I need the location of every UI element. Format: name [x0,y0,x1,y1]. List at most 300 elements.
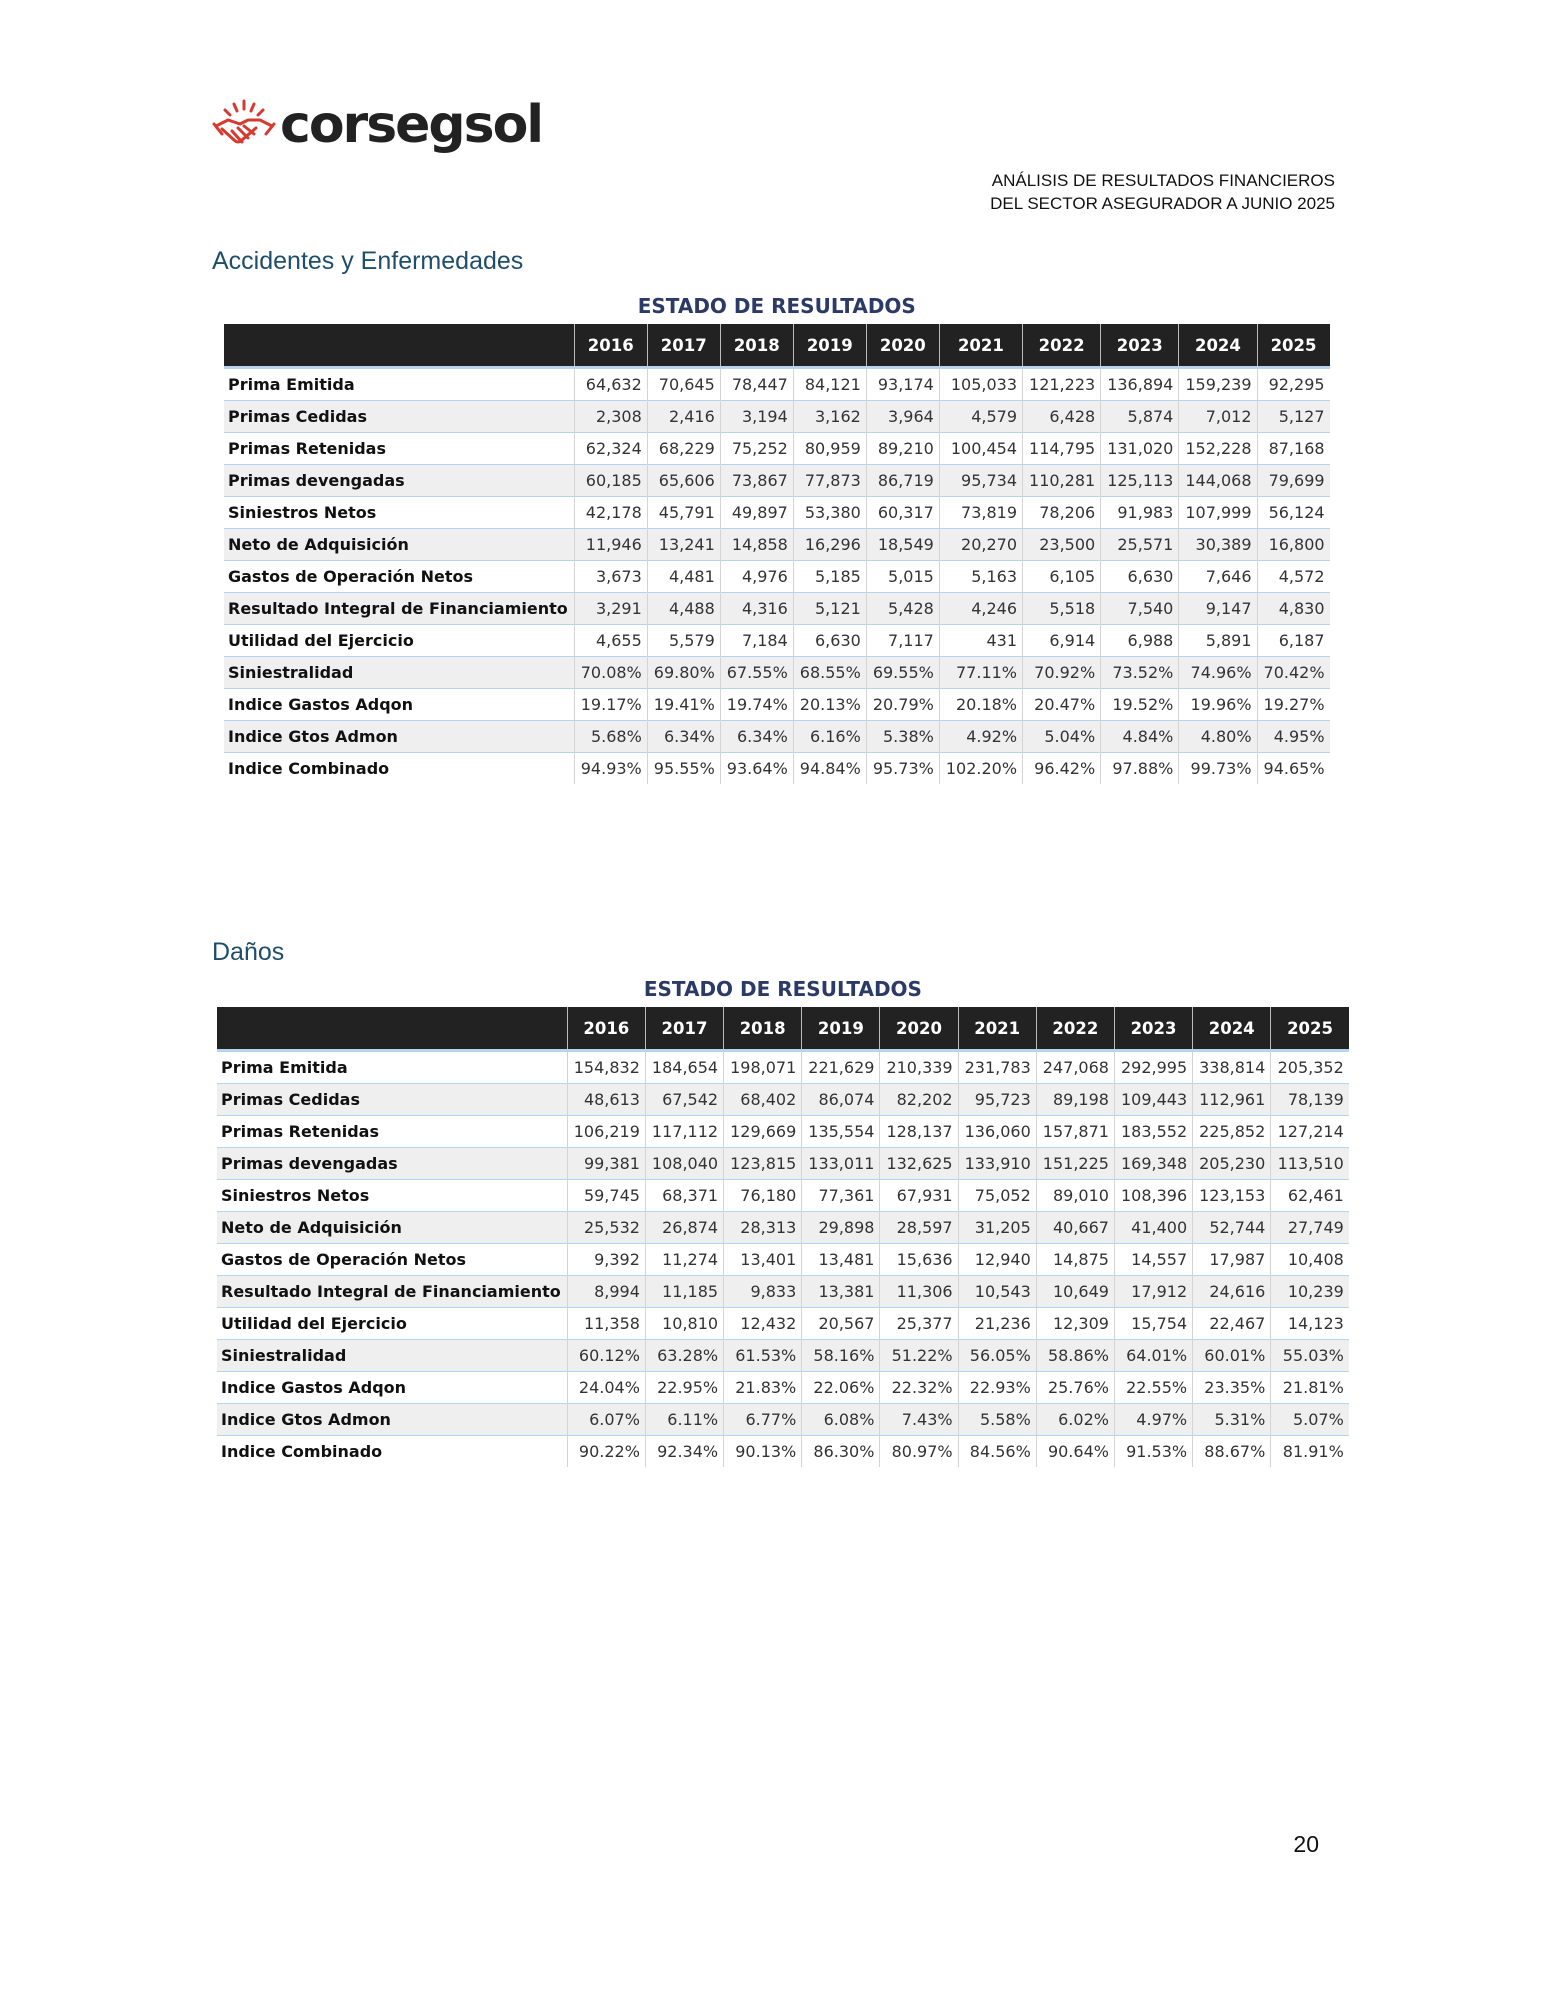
table-cell: 55.03% [1271,1340,1349,1372]
table-cell: 25.76% [1036,1372,1114,1404]
table-cell: 3,673 [574,561,647,593]
table-cell: 69.55% [866,657,939,689]
table-cell: 20.79% [866,689,939,721]
table-row [224,689,1330,721]
table-cell: 5,874 [1101,401,1179,433]
table-cell: 77,361 [802,1180,880,1212]
table-row [217,1436,1349,1468]
table-cell: 73.52% [1101,657,1179,689]
table-cell: 4,316 [720,593,793,625]
table-cell: 94.65% [1257,753,1330,785]
table-cell: 100,454 [939,433,1022,465]
table-cell: 4,488 [647,593,720,625]
table-cell: 14,123 [1271,1308,1349,1340]
table-cell: 2,416 [647,401,720,433]
table-cell: 127,214 [1271,1116,1349,1148]
table-cell: 25,532 [567,1212,645,1244]
row-label: Primas Cedidas [224,401,574,433]
table-cell: 4.95% [1257,721,1330,753]
table-cell: 86,719 [866,465,939,497]
year-header-2016: 2016 [574,324,647,368]
table-cell: 92.34% [645,1436,723,1468]
handshake-icon [212,98,276,152]
table-cell: 5,121 [793,593,866,625]
table-cell: 77,873 [793,465,866,497]
table-cell: 23,500 [1023,529,1101,561]
table-cell: 70.08% [574,657,647,689]
table-cell: 12,432 [724,1308,802,1340]
table-cell: 56,124 [1257,497,1330,529]
table-cell: 25,571 [1101,529,1179,561]
table-cell: 28,313 [724,1212,802,1244]
year-header-2018: 2018 [724,1007,802,1051]
table-cell: 75,052 [958,1180,1036,1212]
table-cell: 6.02% [1036,1404,1114,1436]
results-table-danos [217,1007,1349,1467]
table-cell: 21.81% [1271,1372,1349,1404]
table-cell: 78,447 [720,368,793,401]
table-cell: 6,988 [1101,625,1179,657]
page-number: 20 [1293,1831,1319,1857]
table-cell: 131,020 [1101,433,1179,465]
table-cell: 109,443 [1114,1084,1192,1116]
table-cell: 28,597 [880,1212,958,1244]
table-row [224,529,1330,561]
table-cell: 6,630 [793,625,866,657]
table-cell: 221,629 [802,1051,880,1084]
row-label: Primas devengadas [224,465,574,497]
report-title-line1: ANÁLISIS DE RESULTADOS FINANCIEROS [991,171,1335,190]
table-cell: 5.58% [958,1404,1036,1436]
table-cell: 22.95% [645,1372,723,1404]
table-cell: 62,461 [1271,1180,1349,1212]
table-cell: 4.84% [1101,721,1179,753]
table-cell: 3,964 [866,401,939,433]
year-header-2019: 2019 [793,324,866,368]
table-cell: 19.41% [647,689,720,721]
table-cell: 70.92% [1023,657,1101,689]
table-cell: 10,810 [645,1308,723,1340]
table-cell: 107,999 [1179,497,1257,529]
year-header-2023: 2023 [1114,1007,1192,1051]
table-row [224,625,1330,657]
table-cell: 86,074 [802,1084,880,1116]
row-label: Primas Retenidas [217,1116,567,1148]
table-cell: 225,852 [1193,1116,1271,1148]
table-cell: 4,976 [720,561,793,593]
table-cell: 92,295 [1257,368,1330,401]
table-cell: 7.43% [880,1404,958,1436]
table-cell: 159,239 [1179,368,1257,401]
table-row [217,1276,1349,1308]
table-header-row [217,1007,1349,1051]
table-cell: 58.86% [1036,1340,1114,1372]
table-row [224,401,1330,433]
table-cell: 144,068 [1179,465,1257,497]
table-cell: 64,632 [574,368,647,401]
table-cell: 20.47% [1023,689,1101,721]
table-cell: 4,481 [647,561,720,593]
year-header-2022: 2022 [1036,1007,1114,1051]
table-cell: 24,616 [1193,1276,1271,1308]
table-row [224,593,1330,625]
table-cell: 22.93% [958,1372,1036,1404]
table-block-danos [217,975,1349,1467]
year-header-2016: 2016 [567,1007,645,1051]
table-cell: 106,219 [567,1116,645,1148]
year-header-2022: 2022 [1023,324,1101,368]
table-cell: 247,068 [1036,1051,1114,1084]
table-cell: 22,467 [1193,1308,1271,1340]
table-cell: 94.93% [574,753,647,785]
table-cell: 17,912 [1114,1276,1192,1308]
row-label: Resultado Integral de Financiamiento [224,593,574,625]
table-cell: 10,543 [958,1276,1036,1308]
row-label: Prima Emitida [224,368,574,401]
table-cell: 3,291 [574,593,647,625]
table-cell: 125,113 [1101,465,1179,497]
table-cell: 65,606 [647,465,720,497]
section-title-accidentes: Accidentes y Enfermedades [212,247,524,275]
table-cell: 431 [939,625,1022,657]
table-row [217,1308,1349,1340]
table-cell: 95,723 [958,1084,1036,1116]
table-cell: 41,400 [1114,1212,1192,1244]
table-cell: 97.88% [1101,753,1179,785]
table-cell: 68.55% [793,657,866,689]
table-cell: 22.06% [802,1372,880,1404]
table-cell: 6.08% [802,1404,880,1436]
table-cell: 5,127 [1257,401,1330,433]
table-cell: 16,800 [1257,529,1330,561]
table-cell: 5.31% [1193,1404,1271,1436]
table-cell: 17,987 [1193,1244,1271,1276]
table-cell: 94.84% [793,753,866,785]
row-label: Siniestralidad [224,657,574,689]
table-cell: 5,185 [793,561,866,593]
table-cell: 93.64% [720,753,793,785]
table-cell: 169,348 [1114,1148,1192,1180]
year-header-2025: 2025 [1271,1007,1349,1051]
year-header-2017: 2017 [645,1007,723,1051]
table-cell: 198,071 [724,1051,802,1084]
table-cell: 108,040 [645,1148,723,1180]
row-label: Indice Combinado [224,753,574,785]
table-cell: 4,572 [1257,561,1330,593]
table-cell: 67.55% [720,657,793,689]
table-cell: 60,317 [866,497,939,529]
table-cell: 80,959 [793,433,866,465]
table-cell: 96.42% [1023,753,1101,785]
table-cell: 19.74% [720,689,793,721]
table-cell: 90.64% [1036,1436,1114,1468]
table-row [217,1084,1349,1116]
table-cell: 19.96% [1179,689,1257,721]
table-cell: 99,381 [567,1148,645,1180]
table-row [217,1116,1349,1148]
year-header-2020: 2020 [866,324,939,368]
row-label: Primas devengadas [217,1148,567,1180]
table-cell: 7,646 [1179,561,1257,593]
table-cell: 91.53% [1114,1436,1192,1468]
table-cell: 59,745 [567,1180,645,1212]
table-cell: 11,306 [880,1276,958,1308]
table-cell: 14,858 [720,529,793,561]
table-cell: 205,352 [1271,1051,1349,1084]
table-cell: 20,270 [939,529,1022,561]
table-cell: 64.01% [1114,1340,1192,1372]
table-block-accidentes [224,292,1330,784]
table-cell: 121,223 [1023,368,1101,401]
table-cell: 5,163 [939,561,1022,593]
table-cell: 4,830 [1257,593,1330,625]
row-label: Gastos de Operación Netos [217,1244,567,1276]
table-cell: 69.80% [647,657,720,689]
row-label: Prima Emitida [217,1051,567,1084]
year-header-2025: 2025 [1257,324,1330,368]
table-cell: 5,015 [866,561,939,593]
table-row [217,1340,1349,1372]
table-cell: 19.27% [1257,689,1330,721]
table-row [224,657,1330,689]
table-cell: 49,897 [720,497,793,529]
table-cell: 157,871 [1036,1116,1114,1148]
table-cell: 75,252 [720,433,793,465]
table-title: ESTADO DE RESULTADOS [643,977,922,1001]
table-cell: 21.83% [724,1372,802,1404]
table-cell: 73,819 [939,497,1022,529]
table-cell: 20.18% [939,689,1022,721]
table-cell: 56.05% [958,1340,1036,1372]
table-row [217,1404,1349,1436]
table-cell: 2,308 [574,401,647,433]
table-cell: 183,552 [1114,1116,1192,1148]
table-cell: 128,137 [880,1116,958,1148]
table-cell: 79,699 [1257,465,1330,497]
company-logo [212,95,543,155]
table-cell: 78,139 [1271,1084,1349,1116]
table-cell: 112,961 [1193,1084,1271,1116]
table-cell: 6.34% [647,721,720,753]
table-cell: 8,994 [567,1276,645,1308]
table-cell: 136,060 [958,1116,1036,1148]
year-header-2023: 2023 [1101,324,1179,368]
table-cell: 73,867 [720,465,793,497]
table-cell: 5,891 [1179,625,1257,657]
table-cell: 5.07% [1271,1404,1349,1436]
table-cell: 10,649 [1036,1276,1114,1308]
table-cell: 6.77% [724,1404,802,1436]
table-cell: 68,371 [645,1180,723,1212]
table-row [217,1212,1349,1244]
row-label: Indice Gastos Adqon [217,1372,567,1404]
table-row [224,561,1330,593]
table-cell: 5.04% [1023,721,1101,753]
header-corner-cell [217,1007,567,1051]
row-label: Indice Gtos Admon [224,721,574,753]
table-cell: 80.97% [880,1436,958,1468]
table-cell: 5,428 [866,593,939,625]
table-cell: 108,396 [1114,1180,1192,1212]
table-cell: 7,184 [720,625,793,657]
table-cell: 110,281 [1023,465,1101,497]
table-cell: 81.91% [1271,1436,1349,1468]
table-cell: 6,105 [1023,561,1101,593]
table-cell: 82,202 [880,1084,958,1116]
row-label: Utilidad del Ejercicio [217,1308,567,1340]
table-row [224,368,1330,401]
table-cell: 11,274 [645,1244,723,1276]
table-cell: 133,910 [958,1148,1036,1180]
table-row [224,465,1330,497]
table-cell: 88.67% [1193,1436,1271,1468]
table-cell: 58.16% [802,1340,880,1372]
table-cell: 31,205 [958,1212,1036,1244]
table-cell: 13,401 [724,1244,802,1276]
year-header-2021: 2021 [958,1007,1036,1051]
table-row [217,1372,1349,1404]
table-cell: 87,168 [1257,433,1330,465]
table-cell: 86.30% [802,1436,880,1468]
table-cell: 9,833 [724,1276,802,1308]
table-cell: 6.34% [720,721,793,753]
table-cell: 24.04% [567,1372,645,1404]
year-header-2024: 2024 [1193,1007,1271,1051]
table-cell: 11,946 [574,529,647,561]
table-row [224,753,1330,785]
table-cell: 105,033 [939,368,1022,401]
row-label: Siniestros Netos [224,497,574,529]
table-cell: 67,542 [645,1084,723,1116]
table-cell: 51.22% [880,1340,958,1372]
table-cell: 61.53% [724,1340,802,1372]
table-cell: 27,749 [1271,1212,1349,1244]
year-header-2018: 2018 [720,324,793,368]
table-cell: 210,339 [880,1051,958,1084]
report-title [990,169,1335,215]
table-cell: 90.22% [567,1436,645,1468]
table-cell: 231,783 [958,1051,1036,1084]
table-cell: 184,654 [645,1051,723,1084]
table-cell: 6,428 [1023,401,1101,433]
table-cell: 9,147 [1179,593,1257,625]
table-cell: 14,557 [1114,1244,1192,1276]
table-cell: 89,198 [1036,1084,1114,1116]
table-cell: 4.92% [939,721,1022,753]
table-cell: 6,187 [1257,625,1330,657]
table-cell: 90.13% [724,1436,802,1468]
table-row [217,1180,1349,1212]
year-header-2017: 2017 [647,324,720,368]
table-cell: 67,931 [880,1180,958,1212]
row-label: Gastos de Operación Netos [224,561,574,593]
table-cell: 10,408 [1271,1244,1349,1276]
table-cell: 95.73% [866,753,939,785]
table-cell: 70.42% [1257,657,1330,689]
table-cell: 5.68% [574,721,647,753]
row-label: Indice Gastos Adqon [224,689,574,721]
table-cell: 5.38% [866,721,939,753]
table-cell: 60.01% [1193,1340,1271,1372]
table-cell: 42,178 [574,497,647,529]
table-cell: 99.73% [1179,753,1257,785]
table-cell: 68,402 [724,1084,802,1116]
table-cell: 13,481 [802,1244,880,1276]
table-cell: 60,185 [574,465,647,497]
table-cell: 6.07% [567,1404,645,1436]
table-cell: 12,940 [958,1244,1036,1276]
table-cell: 4,579 [939,401,1022,433]
table-cell: 102.20% [939,753,1022,785]
table-row [224,497,1330,529]
table-cell: 114,795 [1023,433,1101,465]
table-cell: 84.56% [958,1436,1036,1468]
row-label: Primas Retenidas [224,433,574,465]
table-cell: 40,667 [1036,1212,1114,1244]
table-cell: 15,754 [1114,1308,1192,1340]
table-cell: 15,636 [880,1244,958,1276]
table-cell: 76,180 [724,1180,802,1212]
table-cell: 62,324 [574,433,647,465]
table-cell: 53,380 [793,497,866,529]
table-cell: 95,734 [939,465,1022,497]
table-cell: 117,112 [645,1116,723,1148]
table-cell: 5,579 [647,625,720,657]
results-table-accidentes [224,324,1330,784]
table-cell: 11,358 [567,1308,645,1340]
table-cell: 68,229 [647,433,720,465]
row-label: Utilidad del Ejercicio [224,625,574,657]
table-cell: 19.52% [1101,689,1179,721]
row-label: Neto de Adquisición [224,529,574,561]
table-cell: 21,236 [958,1308,1036,1340]
row-label: Siniestralidad [217,1340,567,1372]
table-cell: 13,241 [647,529,720,561]
year-header-2020: 2020 [880,1007,958,1051]
row-label: Siniestros Netos [217,1180,567,1212]
table-cell: 20,567 [802,1308,880,1340]
table-title: ESTADO DE RESULTADOS [637,294,916,318]
row-label: Neto de Adquisición [217,1212,567,1244]
table-cell: 12,309 [1036,1308,1114,1340]
table-cell: 30,389 [1179,529,1257,561]
table-cell: 23.35% [1193,1372,1271,1404]
table-cell: 6,914 [1023,625,1101,657]
table-cell: 7,540 [1101,593,1179,625]
table-cell: 63.28% [645,1340,723,1372]
table-cell: 11,185 [645,1276,723,1308]
table-row [224,433,1330,465]
table-cell: 60.12% [567,1340,645,1372]
table-cell: 9,392 [567,1244,645,1276]
table-cell: 18,549 [866,529,939,561]
table-cell: 91,983 [1101,497,1179,529]
table-cell: 22.32% [880,1372,958,1404]
table-cell: 4,246 [939,593,1022,625]
table-cell: 22.55% [1114,1372,1192,1404]
table-cell: 123,153 [1193,1180,1271,1212]
table-cell: 6.11% [645,1404,723,1436]
table-cell: 16,296 [793,529,866,561]
table-cell: 3,162 [793,401,866,433]
table-cell: 13,381 [802,1276,880,1308]
year-header-2019: 2019 [802,1007,880,1051]
table-cell: 338,814 [1193,1051,1271,1084]
table-cell: 70,645 [647,368,720,401]
row-label: Indice Combinado [217,1436,567,1468]
row-label: Resultado Integral de Financiamiento [217,1276,567,1308]
row-label: Indice Gtos Admon [217,1404,567,1436]
